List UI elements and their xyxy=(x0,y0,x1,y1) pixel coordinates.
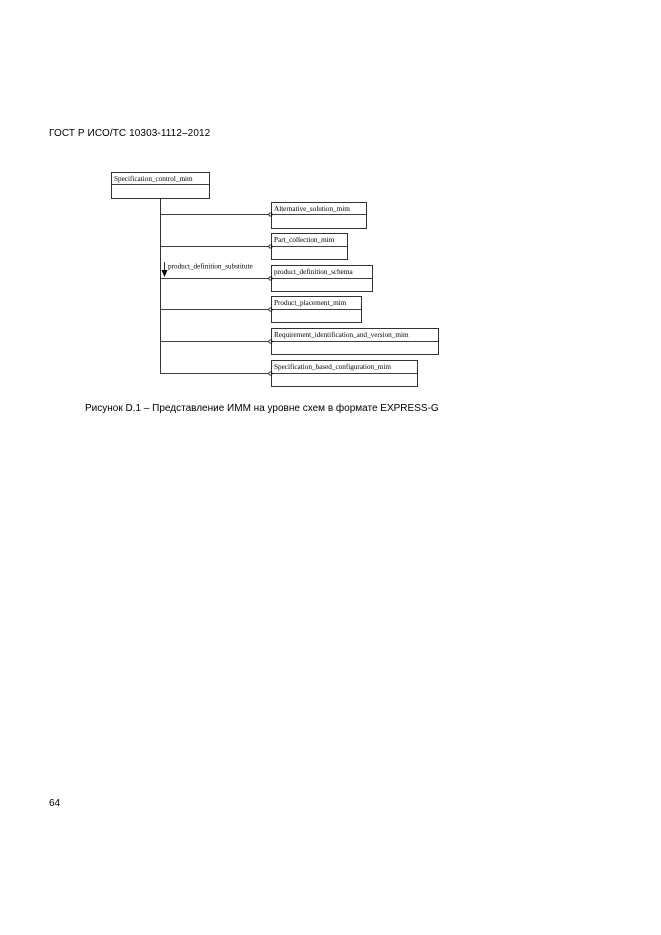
schema-label: Part_collection_mim xyxy=(274,236,335,244)
relation-arrow xyxy=(162,262,168,277)
schema-box xyxy=(272,297,362,323)
schema-box xyxy=(272,203,367,229)
schema-box xyxy=(272,266,373,292)
schema-label: Alternative_solution_mim xyxy=(274,205,350,213)
relation-label: product_definition_substitute xyxy=(168,262,253,271)
schema-label: Requirement_identification_and_version_mim xyxy=(274,331,409,339)
figure-caption: Рисунок D.1 – Представление ИММ на уровне схем в формате EXPRESS-G xyxy=(85,403,439,414)
schema-label: Product_placement_mim xyxy=(274,299,347,307)
schema-box xyxy=(272,234,348,260)
schema-box xyxy=(272,361,418,387)
schema-box xyxy=(272,329,439,355)
document-header: ГОСТ Р ИСО/ТС 10303-1112–2012 xyxy=(49,128,211,139)
schema-label: product_definition_schema xyxy=(274,268,353,276)
root-schema-label: Specification_control_mim xyxy=(114,175,193,183)
page-number: 64 xyxy=(49,798,61,809)
branch-lines xyxy=(161,215,270,374)
schema-label: Specification_based_configuration_mim xyxy=(274,363,391,371)
schema-box-root xyxy=(112,173,210,199)
